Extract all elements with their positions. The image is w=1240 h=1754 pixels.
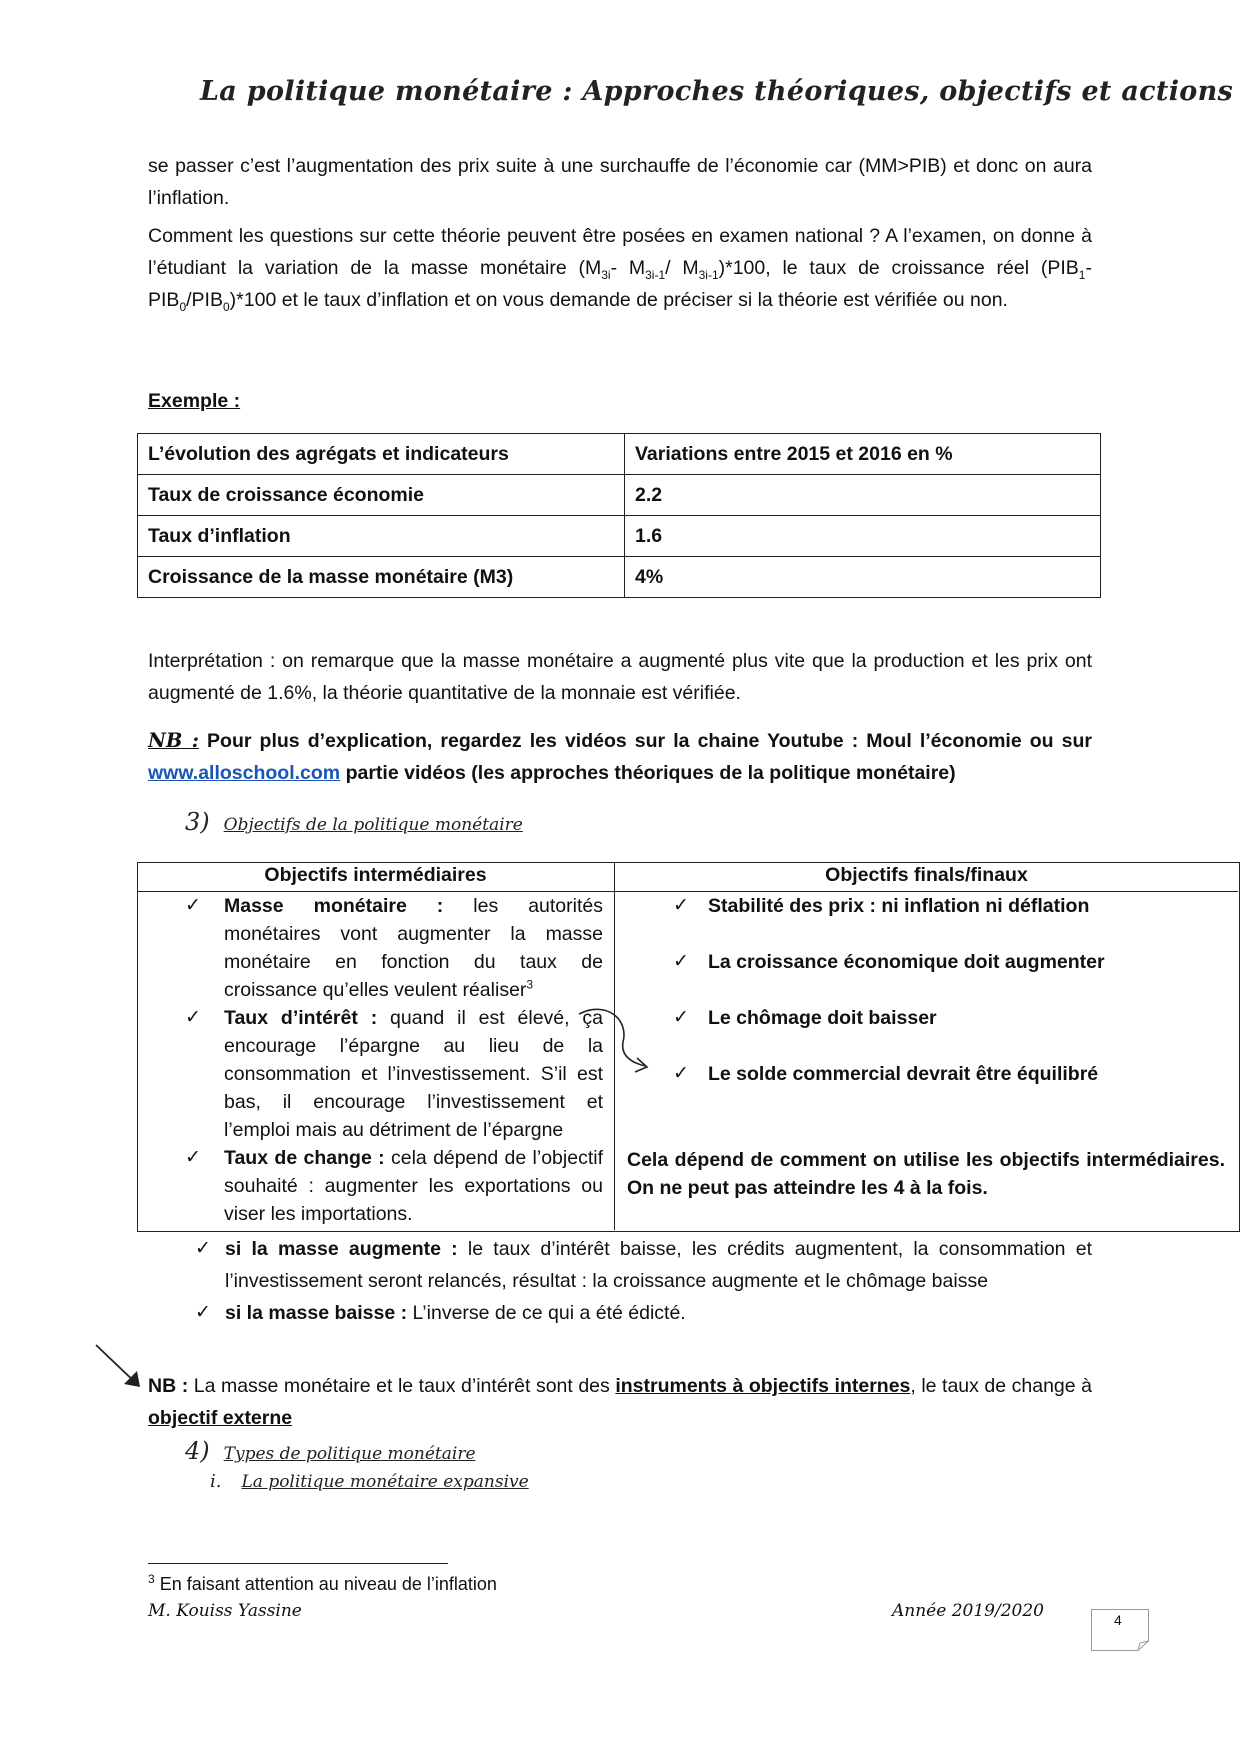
interpretation-paragraph: Interprétation : on remarque que la masse monétaire a augmenté plus vite que la production et les prix ont augmenté de 1.6%, la théorie quantitative de la monnaie est vérifiée. [148, 650, 1092, 704]
left-column-header: Objectifs intermédiaires [264, 864, 487, 886]
check-icon: ✓ [673, 895, 689, 916]
example-table [137, 433, 1101, 598]
page-header-title: La politique monétaire : Approches théoriques, objectifs et actions [200, 76, 1233, 107]
consequences-list [195, 1233, 1093, 1329]
check-icon: ✓ [185, 1007, 201, 1028]
curved-arrow-icon [577, 1002, 657, 1082]
objectives-note: Cela dépend de comment on utilise les objectifs intermédiaires. On ne peut pas atteindre les 4 à la fois. [627, 1149, 1225, 1199]
list-item: ✓ Taux d’intérêt : quand il est élevé, ça encourage l’épargne au lieu de la consommation et l’investissement. S’il est bas, il encourage l’investissement et l’emploi mais au détriment de l’épargne [137, 1004, 613, 1144]
footer-year: Année 2019/2020 [892, 1601, 1044, 1621]
list-item: ✓ Taux de change : cela dépend de l’objectif souhaité : augmenter les exportations ou viser les importations. [137, 1144, 613, 1228]
footer-author: M. Kouiss Yassine [148, 1601, 302, 1621]
nb-label: NB : [148, 1375, 189, 1397]
list-item: ✓ Masse monétaire : les autorités monétaires vont augmenter la masse monétaire en fonction du taux de croissance qu’elles veulent réaliser$^3$ [137, 892, 613, 1004]
check-icon: ✓ [195, 1238, 211, 1259]
table-row [138, 475, 1101, 516]
check-icon: ✓ [673, 951, 689, 972]
table-cell: Taux de croissance économie [138, 475, 625, 516]
check-icon: ✓ [673, 1007, 689, 1028]
footnote-divider [148, 1563, 448, 1564]
table-cell: Croissance de la masse monétaire (M3) [138, 557, 625, 598]
nb-video-note: NB : Pour plus d’explication, regardez les vidéos sur la chaine Youtube : Moul l’économie ou sur www.alloschool.com partie vidéos (les approches théoriques de la politique monétaire) [148, 729, 1093, 784]
section-3-heading: 3) Objectifs de la politique monétaire [185, 808, 523, 836]
list-item: ✓ si la masse augmente : le taux d’intérêt baisse, les crédits augmentent, la consommation et l’investissement seront relancés, résultat : la croissance augmente et le chômage baisse [225, 1233, 1092, 1297]
section-4-heading: 4) Types de politique monétaire [185, 1437, 476, 1465]
list-item: ✓ si la masse baisse : L’inverse de ce qui a été édicté. [225, 1297, 1092, 1329]
right-column-header: Objectifs finals/finaux [825, 864, 1028, 886]
table-row [138, 434, 1101, 475]
document-page: La politique monétaire : Approches théoriques, objectifs et actions se passer c’est l’augmentation des prix suite à une surchauffe de l’économie car (MM>PIB) et donc on aura l’inflation. Comment les questions sur cette théorie peuvent être posées en examen national ? A l’examen, on donne à l’étudiant la variation de la masse monétaire ($M_{3i}-$ $M_{3i-1}/$ $M_{3i-1})*100$, le taux de croissance réel $(PIB_1-PIB_0/PIB_0)*100$ et le taux d’inflation et on vous demande de préciser si la théorie est vérifiée ou non. Exemple : L’évolution des agrégats et indicateurs Variations entre 2015 et 2016 en % Taux de croissance économie 2.2 Taux d’inflation 1.6 Croissance de la masse monétaire (M3) 4% Interprétation : on remarque que la masse monétaire a augmenté plus vite que la production et les prix ont augmenté de 1.6%, la théorie quantitative de la monnaie est vérifiée. NB : Pour plus d’explication, regardez les vidéos sur la chaine Youtube : Moul l’économie ou sur www.alloschool.com partie vidéos (les approches théoriques de la politique monétaire) 3) Objectifs de la politique monétaire Objectifs intermédiaires Objectifs finals/finaux ✓ Masse monétaire : les autorités monétaires vont augmenter la masse monétaire en fonction du taux de croissance qu’elles veulent réaliser$^3$ ✓ Taux d’intérêt : quand il est élevé, ça encourage l’épargne au lieu de la consommation et l’investissement. S’il est bas, il encourage l’investissement et l’emploi mais au détriment de l’épargne ✓ Taux de change : cela dépend de l’objectif souhaité : augmenter les exportations ou viser les importations. ✓ Stabilité des prix : ni inflation ni déflation ✓ La croissance économique doit augmenter ✓ Le chômage doit baisser ✓ Le solde commercial devrait être équilibré Cela dépend de comment on utilise les objectifs intermédiaires. On ne peut pas atteindre les 4 à la fois. ✓ si la masse augmente : le taux d’intérêt baisse, les crédits augmentent, la consommation et l’investissement seront relancés, résultat : la croissance augmente et le chômage baisse ✓ si la masse baisse : L’inverse de ce qui a été édicté. NB : La masse monétaire et le taux d’intérêt sont des instruments à objectifs internes, le taux de change à objectif externe 4) Types de politique monétaire i. La politique monétaire expansive $^3$ En faisant attention au niveau de l’inflation M. Kouiss Yassine Année 2019/2020 4 [0, 0, 1240, 1754]
table-cell: 1.6 [625, 516, 1101, 557]
table-cell: 2.2 [625, 475, 1101, 516]
table-row [138, 516, 1101, 557]
nb-label: NB : [148, 729, 199, 752]
table-cell: 4% [625, 557, 1101, 598]
intermediate-objectives [137, 892, 613, 1228]
check-icon: ✓ [195, 1302, 211, 1323]
table-cell: Taux d’inflation [138, 516, 625, 557]
footnote: $^3$ En faisant attention au niveau de l’inflation [148, 1572, 497, 1594]
subsection-i-heading: i. La politique monétaire expansive [210, 1471, 529, 1492]
check-icon: ✓ [673, 1063, 689, 1084]
intro-paragraph-1: se passer c’est l’augmentation des prix suite à une surchauffe de l’économie car (MM>PIB) et donc on aura l’inflation. [148, 155, 1092, 209]
intro-paragraph-2: Comment les questions sur cette théorie peuvent être posées en examen national ? A l’examen, on donne à l’étudiant la variation de la masse monétaire ($M_{3i}-$ $M_{3i-1}/$ $M_{3i-1})*100$, le taux de croissance réel $(PIB_1-PIB_0/PIB_0)*100$ et le taux d’inflation et on vous demande de préciser si la théorie est vérifiée ou non. [148, 225, 1092, 314]
table-cell: Variations entre 2015 et 2016 en % [625, 434, 1101, 475]
nb-instruments-note: NB : La masse monétaire et le taux d’intérêt sont des instruments à objectifs internes, le taux de change à objectif externe [148, 1375, 1093, 1429]
page-number: 4 [1114, 1612, 1122, 1628]
pointer-arrow-icon [94, 1343, 150, 1395]
table-cell: L’évolution des agrégats et indicateurs [138, 434, 625, 475]
alloschool-link[interactable]: www.alloschool.com [148, 762, 341, 784]
check-icon: ✓ [185, 1147, 201, 1168]
example-heading: Exemple : [148, 390, 241, 412]
table-row [138, 557, 1101, 598]
check-icon: ✓ [185, 895, 201, 916]
